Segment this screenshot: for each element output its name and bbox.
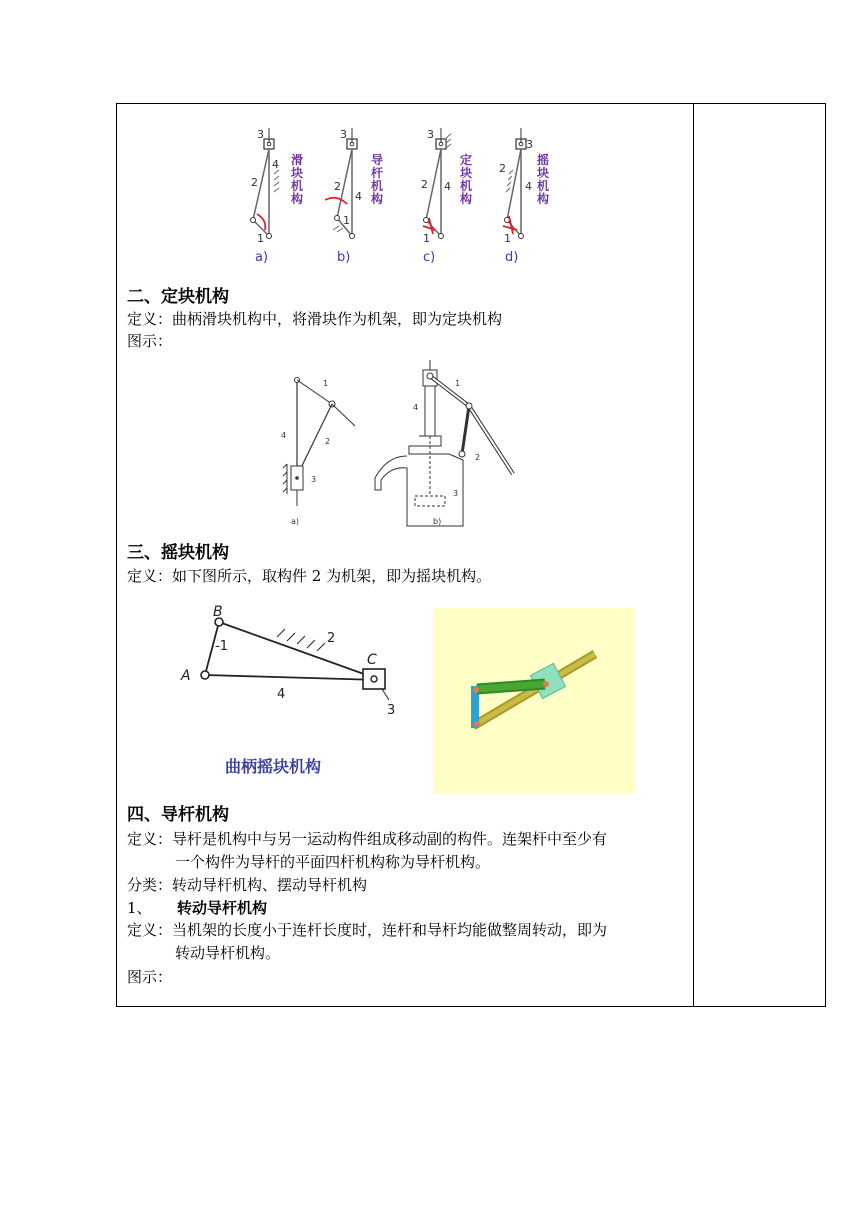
svg-text:1: 1 [343,214,350,227]
section-heading-swing-block: 三、摇块机构 [127,543,229,563]
svg-text:2: 2 [499,162,506,175]
svg-text:1: 1 [423,232,430,245]
guide-bar-definition-line1: 定义：导杆是机构中与另一运动构件组成移动副的构件。连架杆中至少有 [127,830,608,848]
rotating-guide-definition-line2: 转动导杆机构。 [175,944,281,962]
sub-label-d: d) [505,250,519,265]
swing-block-diagram [177,602,407,724]
svg-text:3: 3 [387,703,396,718]
svg-text:1: 1 [504,232,511,245]
svg-text:2: 2 [327,631,336,646]
svg-text:2: 2 [421,178,428,191]
mech-name-b: 导杆机构 [371,153,384,206]
fixed-fig-caption-b: b) [433,517,442,526]
main-cell [127,104,687,1006]
fixed-fig-caption-a: a) [291,517,300,526]
svg-text:2: 2 [475,453,481,462]
section-heading-guide-bar: 四、导杆机构 [127,805,229,825]
svg-text:4: 4 [413,403,419,412]
svg-text:1: 1 [455,379,461,388]
swing-block-definition: 定义：如下图所示，取构件 2 为机架，即为摇块机构。 [127,567,492,585]
rotating-guide-definition-line1: 定义：当机架的长度小于连杆长度时，连杆和导杆均能做整周转动，即为 [127,921,608,939]
svg-text:3: 3 [526,138,533,151]
svg-text:4: 4 [277,687,286,702]
subsection-title: 转动导杆机构 [177,899,268,917]
inversion-c [421,128,451,245]
svg-text:3: 3 [427,128,434,141]
column-divider [693,104,694,1006]
svg-text:3: 3 [311,475,317,484]
svg-text:4: 4 [444,180,451,193]
mech-name-a: 滑块机构 [291,153,304,206]
fixed-block-figure [257,356,517,528]
svg-text:C: C [367,652,377,668]
svg-text:2: 2 [325,437,331,446]
svg-text:2: 2 [334,180,341,193]
swing-block-caption: 曲柄摇块机构 [225,757,322,776]
subsection-number: 1、 [127,899,152,917]
sub-label-b: b) [337,250,351,265]
svg-text:1: 1 [323,379,329,388]
svg-text:3: 3 [453,489,459,498]
inversion-a [251,128,280,245]
fixed-block-definition: 定义：曲柄滑块机构中，将滑块作为机架，即为定块机构 [127,310,503,328]
svg-text:3: 3 [340,128,347,141]
svg-text:4: 4 [272,158,279,171]
fixed-block-figure-label: 图示： [127,332,173,350]
svg-text:4: 4 [355,190,362,203]
guide-bar-definition-line2: 一个构件为导杆的平面四杆机构称为导杆机构。 [175,853,491,871]
document-table [116,103,826,1007]
swing-block-animation-figure [433,608,635,794]
sub-label-c: c) [423,250,436,265]
svg-text:4: 4 [281,431,287,440]
svg-text:B: B [213,604,223,620]
svg-text:4: 4 [525,180,532,193]
sub-label-a: a) [255,250,269,265]
section-heading-fixed-block: 二、定块机构 [127,287,229,307]
inversion-b [325,128,362,239]
inversion-d [499,128,533,245]
mech-name-c: 定块机构 [460,153,473,206]
rotating-guide-figure-label: 图示： [127,968,173,986]
svg-text:3: 3 [257,128,264,141]
svg-text:A: A [181,668,191,684]
mech-name-d: 摇块机构 [537,153,550,206]
svg-text:-1: -1 [215,639,228,654]
svg-text:2: 2 [251,176,258,189]
guide-bar-classification: 分类：转动导杆机构、摆动导杆机构 [127,876,368,894]
svg-text:1: 1 [257,232,264,245]
